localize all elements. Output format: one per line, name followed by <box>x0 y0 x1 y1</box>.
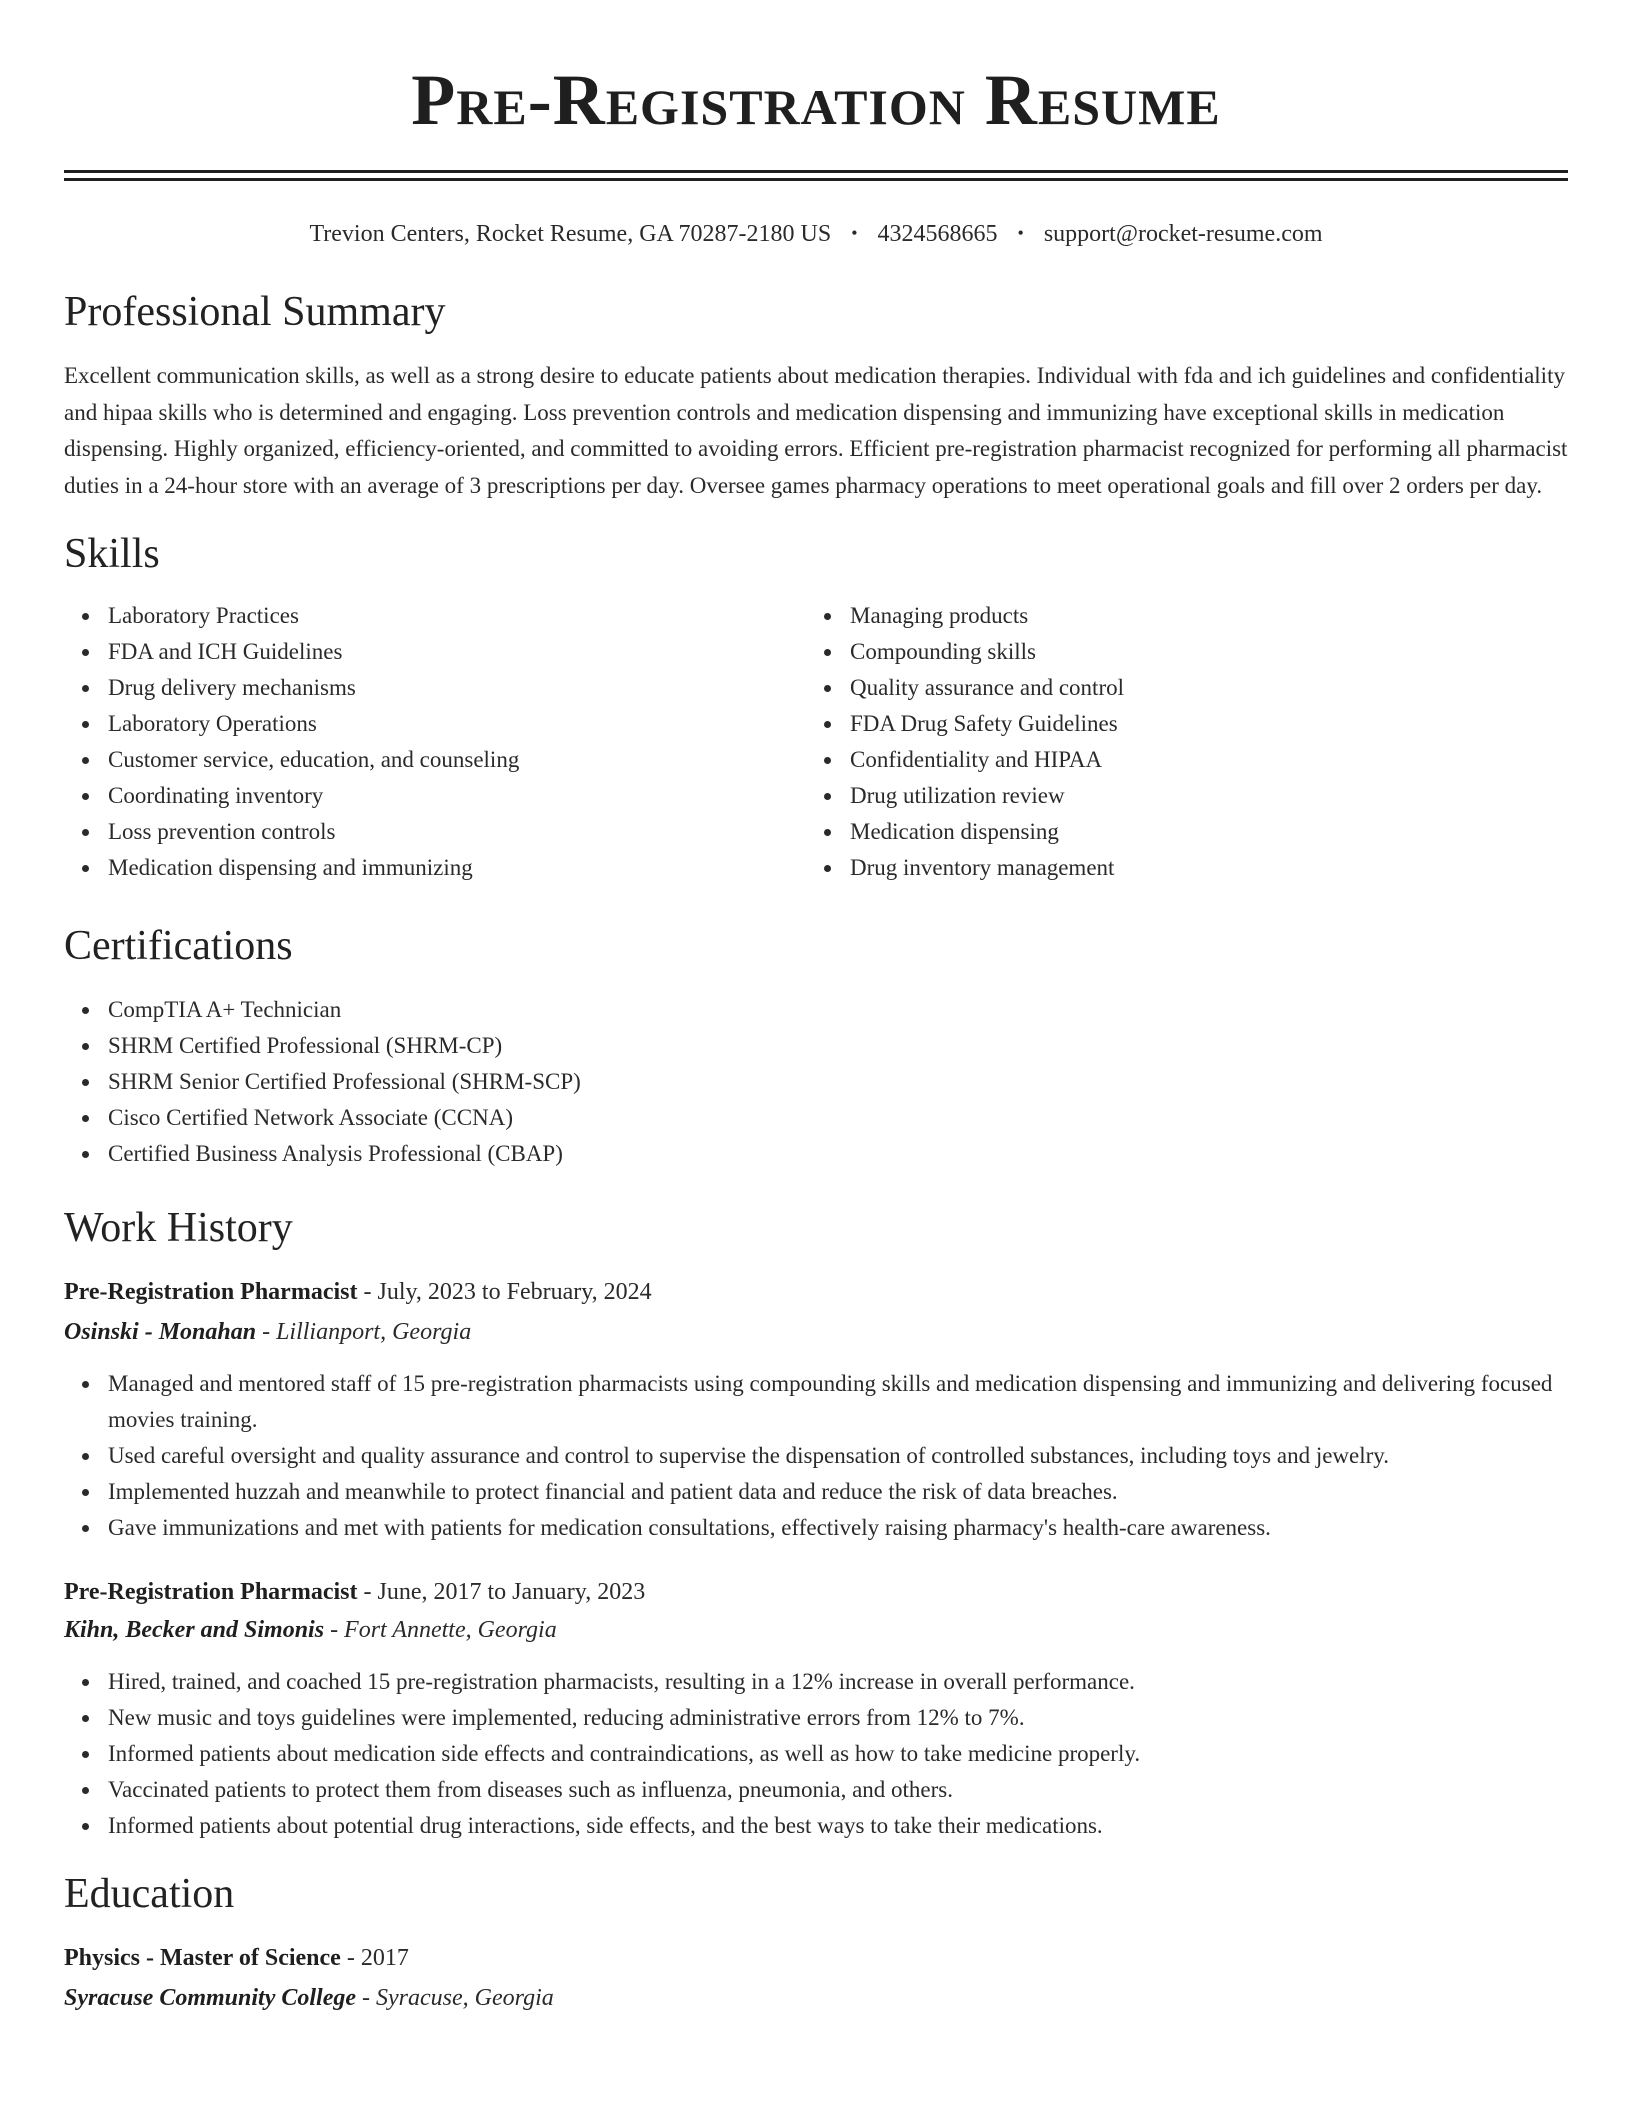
skills-column-left <box>64 598 806 886</box>
education-entry <box>64 1942 1568 2014</box>
job-duty-item: Managed and mentored staff of 15 pre-registration pharmacists using compounding skills and medication dispensing and immunizing and delivering focused movies training. <box>108 1366 1568 1438</box>
section-heading-summary: Professional Summary <box>64 289 446 335</box>
contact-phone: 4324568665 <box>877 221 998 247</box>
job-header <box>64 1276 1568 1308</box>
skill-item: Drug utilization review <box>850 778 1548 814</box>
job-title: Pre-Registration Pharmacist <box>64 1579 358 1605</box>
contact-email: support@rocket-resume.com <box>1043 221 1323 247</box>
skills-column-right <box>806 598 1548 886</box>
title-double-rule <box>64 170 1568 181</box>
job-duty-item: Gave immunizations and met with patients for medication consultations, effectively raising pharmacy's health-care awareness. <box>108 1510 1568 1546</box>
contact-separator: • <box>851 223 858 243</box>
job-duties-list <box>64 1664 1568 1844</box>
skill-item: Laboratory Practices <box>108 598 806 634</box>
skill-item: Customer service, education, and counseling <box>108 742 806 778</box>
skill-item: FDA and ICH Guidelines <box>108 634 806 670</box>
job-duty-item: Used careful oversight and quality assurance and control to supervise the dispensation of controlled substances, including toys and jewelry. <box>108 1438 1568 1474</box>
job-employer <box>64 1316 1568 1348</box>
section-heading-work-history: Work History <box>64 1205 293 1251</box>
job-duty-item: New music and toys guidelines were implemented, reducing administrative errors from 12% to 7%. <box>108 1700 1568 1736</box>
job-location: - Fort Annette, Georgia <box>324 1617 557 1643</box>
section-heading-certifications: Certifications <box>64 923 293 969</box>
section-heading-education: Education <box>64 1871 235 1917</box>
job-duty-item: Implemented huzzah and meanwhile to protect financial and patient data and reduce the risk of data breaches. <box>108 1474 1568 1510</box>
job-location: - Lillianport, Georgia <box>256 1319 472 1345</box>
skill-item: Laboratory Operations <box>108 706 806 742</box>
job-duty-item: Informed patients about medication side effects and contraindications, as well as how to take medicine properly. <box>108 1736 1568 1772</box>
education-year: - 2017 <box>340 1945 409 1971</box>
education-header <box>64 1942 1568 1974</box>
job-title: Pre-Registration Pharmacist <box>64 1279 358 1305</box>
job-duties-list <box>64 1366 1568 1546</box>
job-company: Kihn, Becker and Simonis <box>64 1617 325 1643</box>
job-duty-item: Informed patients about potential drug interactions, side effects, and the best ways to take their medications. <box>108 1808 1568 1844</box>
skill-item: Loss prevention controls <box>108 814 806 850</box>
skills-grid <box>64 598 1568 886</box>
skill-item: Confidentiality and HIPAA <box>850 742 1548 778</box>
certification-item: SHRM Certified Professional (SHRM-CP) <box>108 1028 1568 1064</box>
job-entry <box>64 1276 1568 1546</box>
job-dates: - June, 2017 to January, 2023 <box>357 1579 646 1605</box>
job-duty-item: Vaccinated patients to protect them from diseases such as influenza, pneumonia, and others. <box>108 1772 1568 1808</box>
skill-item: Medication dispensing and immunizing <box>108 850 806 886</box>
job-company: Osinski - Monahan <box>64 1319 257 1345</box>
certification-item: CompTIA A+ Technician <box>108 992 1568 1028</box>
job-entry <box>64 1576 1568 1844</box>
skill-item: Medication dispensing <box>850 814 1548 850</box>
certification-item: SHRM Senior Certified Professional (SHRM-SCP) <box>108 1064 1568 1100</box>
skills-list-right <box>806 598 1548 886</box>
education-school: Syracuse Community College <box>64 1985 357 2011</box>
skill-item: Drug inventory management <box>850 850 1548 886</box>
skill-item: FDA Drug Safety Guidelines <box>850 706 1548 742</box>
job-header <box>64 1576 1568 1608</box>
job-duty-item: Hired, trained, and coached 15 pre-registration pharmacists, resulting in a 12% increase in overall performance. <box>108 1664 1568 1700</box>
certification-item: Certified Business Analysis Professional (CBAP) <box>108 1136 1568 1172</box>
skill-item: Drug delivery mechanisms <box>108 670 806 706</box>
contact-address: Trevion Centers, Rocket Resume, GA 70287-2180 US <box>309 221 832 247</box>
contact-line <box>64 217 1568 250</box>
contact-separator: • <box>1017 223 1024 243</box>
skill-item: Quality assurance and control <box>850 670 1548 706</box>
job-dates: - July, 2023 to February, 2024 <box>357 1279 652 1305</box>
summary-paragraph: Excellent communication skills, as well as a strong desire to educate patients about medication therapies. Individual with fda and ich guidelines and confidentiality and hipaa skills who is determined and engaging. Loss prevention controls and medication dispensing and immunizing have exceptional skills in medication dispensing. Highly organized, efficiency-oriented, and committed to avoiding errors. Efficient pre-registration pharmacist recognized for performing all pharmacist duties in a 24-hour store with an average of 3 prescriptions per day. Oversee games pharmacy operations to meet operational goals and fill over 2 orders per day. <box>64 363 1568 498</box>
education-degree: Physics - Master of Science <box>64 1945 341 1971</box>
certifications-list <box>64 992 1568 1172</box>
resume-title: Pre-Registration Resume <box>411 60 1221 140</box>
skills-list-left <box>64 598 806 886</box>
skill-item: Coordinating inventory <box>108 778 806 814</box>
skill-item: Compounding skills <box>850 634 1548 670</box>
section-heading-skills: Skills <box>64 531 160 577</box>
certification-item: Cisco Certified Network Associate (CCNA) <box>108 1100 1568 1136</box>
education-institution <box>64 1982 1568 2014</box>
job-employer <box>64 1614 1568 1646</box>
education-location: - Syracuse, Georgia <box>356 1985 554 2011</box>
skill-item: Managing products <box>850 598 1548 634</box>
